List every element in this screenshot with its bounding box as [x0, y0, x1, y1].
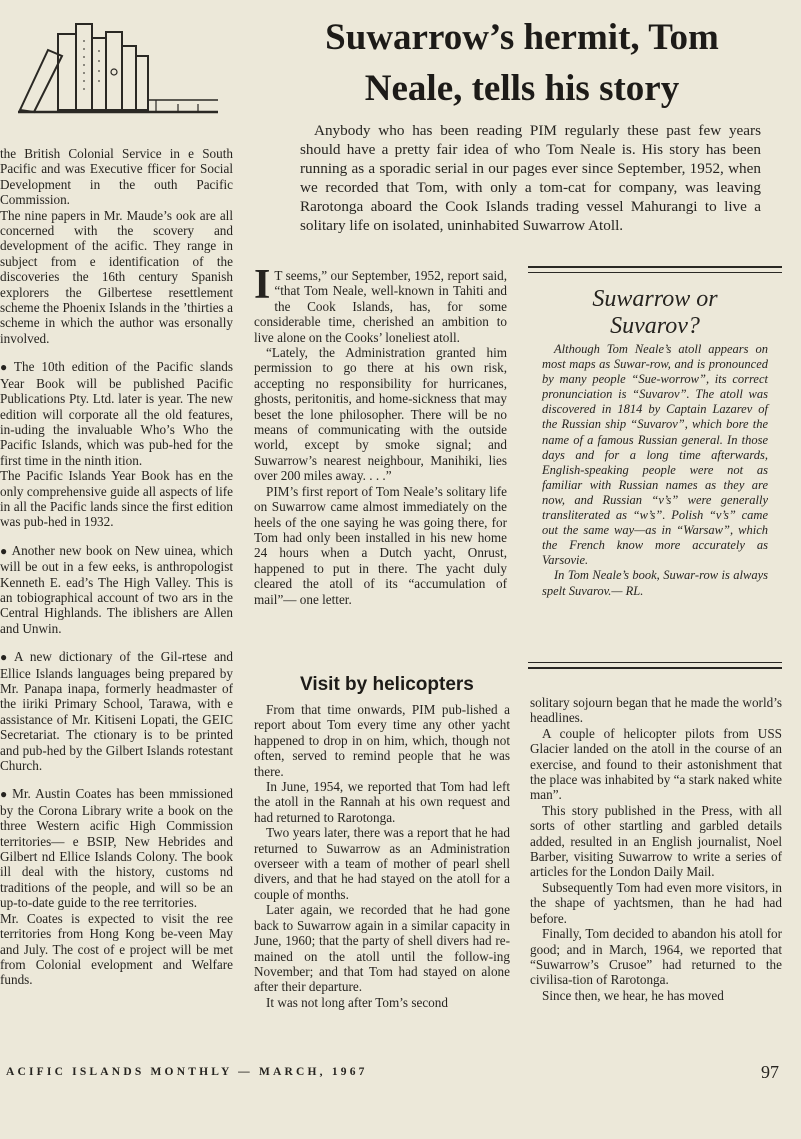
right-paragraph: solitary sojourn began that he made the world’s headlines. [530, 695, 782, 726]
right-paragraph: A couple of helicopter pilots from USS Glacier landed on the atoll in the course of an exercise, and found to their astonishment that the place was inhabited by “a stark naked white man”. [530, 725, 782, 803]
middle-lower-paragraph: From that time onwards, PIM pub-lished a report about Tom every time any other yacht happened to drop in on him, which, though not often, served to remind people that he was there. [254, 702, 510, 779]
left-paragraph: The Pacific Islands Year Book has en the only comprehensive guide all aspects of life in all the Pacific lands since the first edition was pub-hed in 1932. [0, 468, 233, 530]
left-paragraph: ● Mr. Austin Coates has been mmissioned by the Corona Library write a book on the three Western acific High Commission territories— e BSIP, New Hebrides and Gilbert nd Ellice Islands Colony. The book ill deal with the history, customs nd traditions of the people, and will so be an up-to-date guide to the ree territories. [0, 786, 233, 911]
left-paragraph: ● Another new book on New uinea, which will be out in a few eeks, is anthropologist Kenneth E. ead’s The High Valley. This is an tobiographical account of two ars in the Central Highlands. The iblishers are Allen and Unwin. [0, 542, 233, 636]
middle-paragraph: I T seems,” our September, 1952, report said, “that Tom Neale, well-known in Tahiti and the Cook Islands, has, for some considerable time, cherished an ambition to live alone on the Cooks’ loneliest atoll. [254, 262, 507, 345]
left-column [0, 146, 233, 1046]
sidebar-title-line-1: Suwarrow or [592, 286, 718, 312]
intro-paragraph: Anybody who has been reading PIM regularly these past few years should have a pretty fair idea of who Tom Neale is. His story has been running as a sporadic serial in our pages ever since September, 1952, when we recorded that Tom, with only a tom-cat for company, was leaving Rarotonga aboard the Cook Islands trading vessel Mahurangi to live a solitary life on isolated, uninhabited Suwarrow Atoll. [300, 122, 761, 235]
right-paragraph: This story published in the Press, with all sorts of other startling and garbled details added, resulted in an English journalist, Noel Barber, visiting Suwarrow to write a series of articles for the London Daily Mail. [530, 802, 782, 880]
sidebar-title [528, 286, 782, 340]
middle-lower-paragraph: Later again, we recorded that he had gone back to Suwarrow again in a similar capacity in June, 1960; that the party of shell divers had re-mained on the atoll until the follow-ing November; and that Tom had stayed on alone after their departure. [254, 902, 510, 995]
subhead: Visit by helicopters [300, 674, 474, 695]
sidebar-rule-bottom-thin [528, 662, 782, 663]
middle-lower-paragraph: In June, 1954, we reported that Tom had left the atoll in the Rannah at his own request and had returned to Rarotonga. [254, 779, 510, 825]
middle-paragraph: “Lately, the Administration granted him permission to go there at his own risk, accepting no responsibility for hurricanes, ghosts, peritonitis, and home-sickness that may beset the lone philosopher. There will be no means of communicating with the outside world, except by smoke signal; and Suwarrow’s nearest neighbour, Manihiki, lies over 200 miles away. . . .” [254, 345, 507, 484]
sidebar-paragraph: In Tom Neale’s book, Suwar-row is always spelt Suvarov.— RL. [542, 568, 768, 598]
sidebar-body [542, 342, 768, 599]
right-paragraph: Finally, Tom decided to abandon his atoll for good; and in March, 1964, we reported that “Suwarrow’s Crusoe” had returned to the civilisa-tion of Rarotonga. [530, 926, 782, 988]
right-paragraph: Subsequently Tom had even more visitors, in the shape of yachtsmen, than he had had before. [530, 879, 782, 926]
page-footer: ACIFIC ISLANDS MONTHLY — MARCH, 1967 [6, 1066, 368, 1078]
middle-column [254, 262, 507, 607]
drop-cap: I [254, 262, 271, 308]
left-paragraph: ● A new dictionary of the Gil-rtese and Ellice Islands languages being prepared by Mr. Panapa inapa, formerly headmaster of the iiriki Primary School, Tarawa, with e assistance of Mr. Kitiseni Lopati, the GEIC Secretariat. The ctionary is to be printed and pub-hed by the Gilbert Islands rotestant Church. [0, 649, 233, 774]
left-paragraph: ● The 10th edition of the Pacific slands Year Book will be published Pacific Publications Pty. Ltd. later is year. The new edition will corporate all the old features, in-uding the invaluable Who’s Who the Pacific Islands, which was pub-hed for the first time in the ninth ition. [0, 359, 233, 468]
left-paragraph: Mr. Coates is expected to visit the ree territories from Hong Kong be-veen May and July. The cost of e project will be met from Colonial evelopment and Welfare funds. [0, 910, 233, 988]
sidebar-rule-top [528, 266, 782, 268]
headline [272, 12, 772, 114]
sidebar-box [528, 266, 782, 670]
left-paragraph: The nine papers in Mr. Maude’s ook are all concerned with the scovery and development of the acific. They range in subject from e identification of the discoveries the 16th century Spanish explorers the Gilbertese resettlement scheme the Phoenix Islands in the ’thirties a scheme in which the author was ersonally involved. [0, 207, 233, 346]
sidebar-title-line-2: Suvarov? [610, 313, 700, 339]
bullet-icon: ● [0, 787, 10, 802]
middle-lower-paragraph: It was not long after Tom’s second [266, 994, 448, 1010]
middle-lower-column [254, 702, 510, 1010]
right-paragraph: Since then, we hear, he has moved [542, 987, 724, 1003]
sidebar-rule-bottom [528, 667, 782, 669]
bullet-icon: ● [0, 543, 9, 558]
bullet-icon: ● [0, 360, 11, 375]
middle-lower-paragraph: Two years later, there was a report that he had returned to Suwarrow as an Administration overseer with a team of mother of pearl shell divers, and that he had stayed on the atoll for a couple of months. [254, 825, 510, 902]
sidebar-paragraph: Although Tom Neale’s atoll appears on most maps as Suwar-row, and is pronounced by many people “Sue-worrow”, its correct pronunciation is “Suvarov”. The atoll was discovered in 1814 by Captain Lazarev of the Russian ship “Suvarov”, which bore the name of a famous Russian general. In those days and for a long time afterwards, English-speaking people were not as familiar with Russian names as they are now, and Russian “v’s” were generally transliterated as “w’s”. Polish “v’s” came out the same way—as in “Warsaw”, which the French know more accurately as Varsovie. [542, 342, 768, 568]
bookshelf-logo-icon [18, 20, 268, 115]
bullet-icon: ● [0, 650, 12, 665]
page-number: 97 [761, 1062, 779, 1082]
sidebar-rule-top-thin [528, 272, 782, 273]
left-paragraph: the British Colonial Service in e South Pacific and was Executive fficer for Social Development in the outh Pacific Commission. [0, 146, 233, 208]
right-column [530, 695, 782, 1003]
headline-line-1: Suwarrow’s hermit, Tom [325, 17, 719, 58]
headline-line-2: Neale, tells his story [364, 68, 680, 109]
middle-paragraph: PIM’s first report of Tom Neale’s solitary life on Suwarrow came almost immediately on the heels of the one saying he was going there, for Tom had only been installed in his new home 24 hours when a Dutch yacht, Onrust, happened to put in there. The yacht duly cleared the atoll of its “accumulation of mail”— one letter. [254, 483, 507, 607]
